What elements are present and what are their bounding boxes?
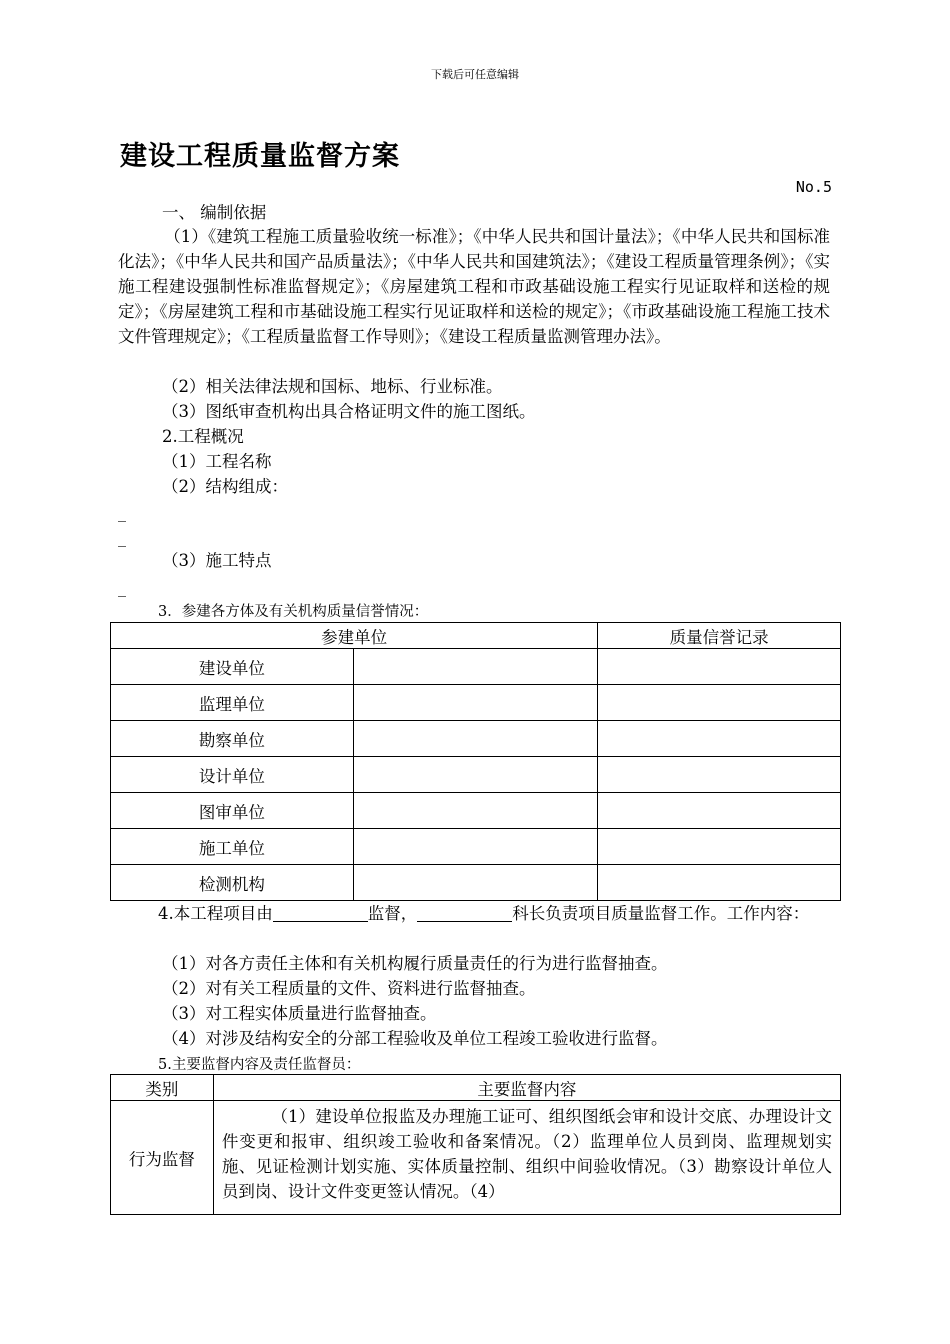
- participant-label: 施工单位: [111, 829, 354, 865]
- page-header: 下载后可任意编辑: [431, 68, 519, 81]
- section-2-heading: 2.工程概况: [162, 427, 244, 446]
- reputation-cell: [598, 829, 841, 865]
- table-row: [111, 721, 841, 757]
- category-cell: 行为监督: [111, 1101, 214, 1215]
- participant-label: 检测机构: [111, 865, 354, 901]
- supervision-table: [110, 1074, 841, 1215]
- participant-label: 设计单位: [111, 757, 354, 793]
- table-row: [111, 793, 841, 829]
- blank-line-marker: _: [118, 528, 126, 547]
- reputation-cell: [598, 685, 841, 721]
- participant-name-cell: [353, 721, 598, 757]
- reputation-cell: [598, 793, 841, 829]
- participant-label: 图审单位: [111, 793, 354, 829]
- section-2-item-2: （2）结构组成：: [162, 477, 288, 496]
- participant-label: 建设单位: [111, 649, 354, 685]
- blank-line-marker: _: [118, 503, 126, 522]
- document-title: 建设工程质量监督方案: [120, 141, 400, 172]
- participant-name-cell: [353, 829, 598, 865]
- participant-label: 勘察单位: [111, 721, 354, 757]
- section-4-item-2: （2）对有关工程质量的文件、资料进行监督抽查。: [162, 979, 536, 998]
- section-4-item-4: （4）对涉及结构安全的分部工程验收及单位工程竣工验收进行监督。: [162, 1029, 668, 1048]
- reputation-table: [110, 622, 841, 901]
- fill-in-blank-supervisor: [273, 903, 368, 922]
- fill-in-blank-chief: [417, 903, 512, 922]
- table-header-category: 类别: [111, 1075, 214, 1101]
- table-row: [111, 865, 841, 901]
- section-4-paragraph: [158, 901, 830, 926]
- participant-label: 监理单位: [111, 685, 354, 721]
- section-1-paragraph-1: （1）《建筑工程施工质量验收统一标准》；《中华人民共和国计量法》；《中华人民共和国标准化法》；《中华人民共和国产品质量法》；《中华人民共和国建筑法》；《建设工程质量管理条例》；《实施工程建设强制性标准监督规定》；《房屋建筑工程和市政基础设施工程实行见证取样和送检的规定》；《房屋建筑工程和市基础设施工程实行见证取样和送检的规定》；《市政基础设施工程施工技术文件管理规定》；《工程质量监督工作导则》；《建设工程质量监测管理办法》。: [118, 227, 830, 346]
- section-2-item-1: （1）工程名称: [162, 452, 272, 471]
- section-1-paragraph-2: （2）相关法律法规和国标、地标、行业标准。: [162, 377, 503, 396]
- participant-name-cell: [353, 793, 598, 829]
- participant-name-cell: [353, 865, 598, 901]
- section-4-item-1: （1）对各方责任主体和有关机构履行质量责任的行为进行监督抽查。: [162, 954, 668, 973]
- reputation-cell: [598, 649, 841, 685]
- participant-name-cell: [353, 649, 598, 685]
- section-4-item-3: （3）对工程实体质量进行监督抽查。: [162, 1004, 437, 1023]
- section-4-text-2: 监督，: [367, 904, 418, 923]
- table-row: [111, 1101, 841, 1215]
- participant-name-cell: [353, 685, 598, 721]
- document-number: No.5: [795, 178, 832, 196]
- section-1-paragraph-3: （3）图纸审查机构出具合格证明文件的施工图纸。: [162, 402, 536, 421]
- reputation-cell: [598, 757, 841, 793]
- participant-name-cell: [353, 757, 598, 793]
- section-4-text-1: 4.本工程项目由: [158, 904, 273, 923]
- section-3-heading: 3．参建各方体及有关机构质量信誉情况：: [158, 604, 429, 620]
- section-1-heading: 一、 编制依据: [162, 203, 267, 222]
- table-header-participant: 参建单位: [111, 623, 598, 649]
- reputation-cell: [598, 721, 841, 757]
- table-row: [111, 685, 841, 721]
- table-row: [111, 649, 841, 685]
- table-header-content: 主要监督内容: [213, 1075, 840, 1101]
- supervision-content-cell: （1）建设单位报监及办理施工证可、组织图纸会审和设计交底、办理设计文件变更和报审、组织竣工验收和备案情况。（2）监理单位人员到岗、监理规划实施、见证检测计划实施、实体质量控制、组织中间验收情况。（3）勘察设计单位人员到岗、设计文件变更签认情况。（4）: [213, 1101, 840, 1215]
- blank-line-marker: _: [118, 578, 126, 597]
- table-row: [111, 757, 841, 793]
- table-row: [111, 829, 841, 865]
- section-4-text-3: 科长负责项目质量监督工作。工作内容：: [512, 904, 810, 923]
- table-header-reputation: 质量信誉记录: [598, 623, 841, 649]
- section-2-item-3: （3）施工特点: [162, 551, 272, 570]
- reputation-cell: [598, 865, 841, 901]
- section-5-heading: 5.主要监督内容及责任监督员：: [158, 1057, 361, 1073]
